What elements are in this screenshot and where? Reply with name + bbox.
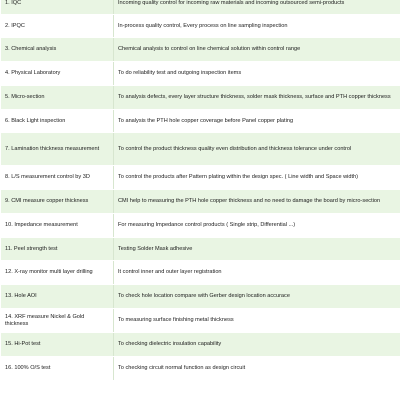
table-row bbox=[1, 214, 400, 238]
item-description: To checking circuit normal function as design circuit bbox=[114, 357, 400, 381]
item-description: To analysis the PTH hole copper coverage before Panel copper plating bbox=[114, 110, 400, 133]
table-row bbox=[1, 261, 400, 285]
table-row bbox=[1, 38, 400, 62]
table-row bbox=[1, 133, 400, 166]
item-name: 4. Physical Laboratory bbox=[1, 62, 114, 86]
item-name: 15. Hi-Pot test bbox=[1, 333, 114, 357]
table-row bbox=[1, 110, 400, 133]
item-description: It control inner and outer layer registration bbox=[114, 261, 400, 285]
item-name: 9. CMI measure copper thickness bbox=[1, 190, 114, 214]
item-name: 7. Lamination thickness measurement bbox=[1, 133, 114, 166]
item-name: 16. 100% O/S test bbox=[1, 357, 114, 381]
item-description: To do reliability test and outgoing inspection items bbox=[114, 62, 400, 86]
table-row bbox=[1, 357, 400, 381]
item-name: 1. IQC bbox=[1, 0, 114, 15]
table-row bbox=[1, 190, 400, 214]
item-description: CMI help to measuring the PTH hole copper thickness and no need to damage the board by micro-section bbox=[114, 190, 400, 214]
item-description: To analysis defects, every layer structure thickness, solder mask thickness, surface and PTH copper thickness bbox=[114, 86, 400, 110]
item-description: In-process quality control, Every process on line sampling inspection bbox=[114, 15, 400, 38]
table-row bbox=[1, 15, 400, 38]
table-row bbox=[1, 333, 400, 357]
item-name: 8. L/S measurement control by 3D bbox=[1, 166, 114, 190]
item-description: For measuring Impedance control products ( Single strip, Differential ...) bbox=[114, 214, 400, 238]
item-name: 6. Black Light inspection bbox=[1, 110, 114, 133]
item-name: 13. Hole AOI bbox=[1, 285, 114, 309]
item-description: Testing Solder Mask adhesive bbox=[114, 238, 400, 261]
item-name: 10. Impedance measurement bbox=[1, 214, 114, 238]
item-description: To control the products after Pattern plating within the design spec. ( Line width and Space width) bbox=[114, 166, 400, 190]
item-name: 14. XRF measure Nickel & Gold thickness bbox=[1, 309, 114, 333]
item-description: To control the product thickness quality even distribution and thickness tolerance under control bbox=[114, 133, 400, 166]
item-description: Incoming quality control for incoming raw materials and incoming outsourced semi-products bbox=[114, 0, 400, 15]
item-name: 5. Micro-section bbox=[1, 86, 114, 110]
table-row bbox=[1, 309, 400, 333]
item-name: 12. X-ray monitor multi layer drilling bbox=[1, 261, 114, 285]
table-row bbox=[1, 238, 400, 261]
table-row bbox=[1, 62, 400, 86]
item-name: 2. IPQC bbox=[1, 15, 114, 38]
table-row bbox=[1, 166, 400, 190]
table-row bbox=[1, 86, 400, 110]
item-description: To checking dielectric insulation capability bbox=[114, 333, 400, 357]
item-description: Chemical analysis to control on line chemical solution within control range bbox=[114, 38, 400, 62]
item-name: 11. Peel strength test bbox=[1, 238, 114, 261]
item-description: To check hole location compare with Gerber design location accurace bbox=[114, 285, 400, 309]
table-row bbox=[1, 285, 400, 309]
item-name: 3. Chemical analysis bbox=[1, 38, 114, 62]
item-description: To measuring surface finishing metal thickness bbox=[114, 309, 400, 333]
table-row bbox=[1, 0, 400, 15]
